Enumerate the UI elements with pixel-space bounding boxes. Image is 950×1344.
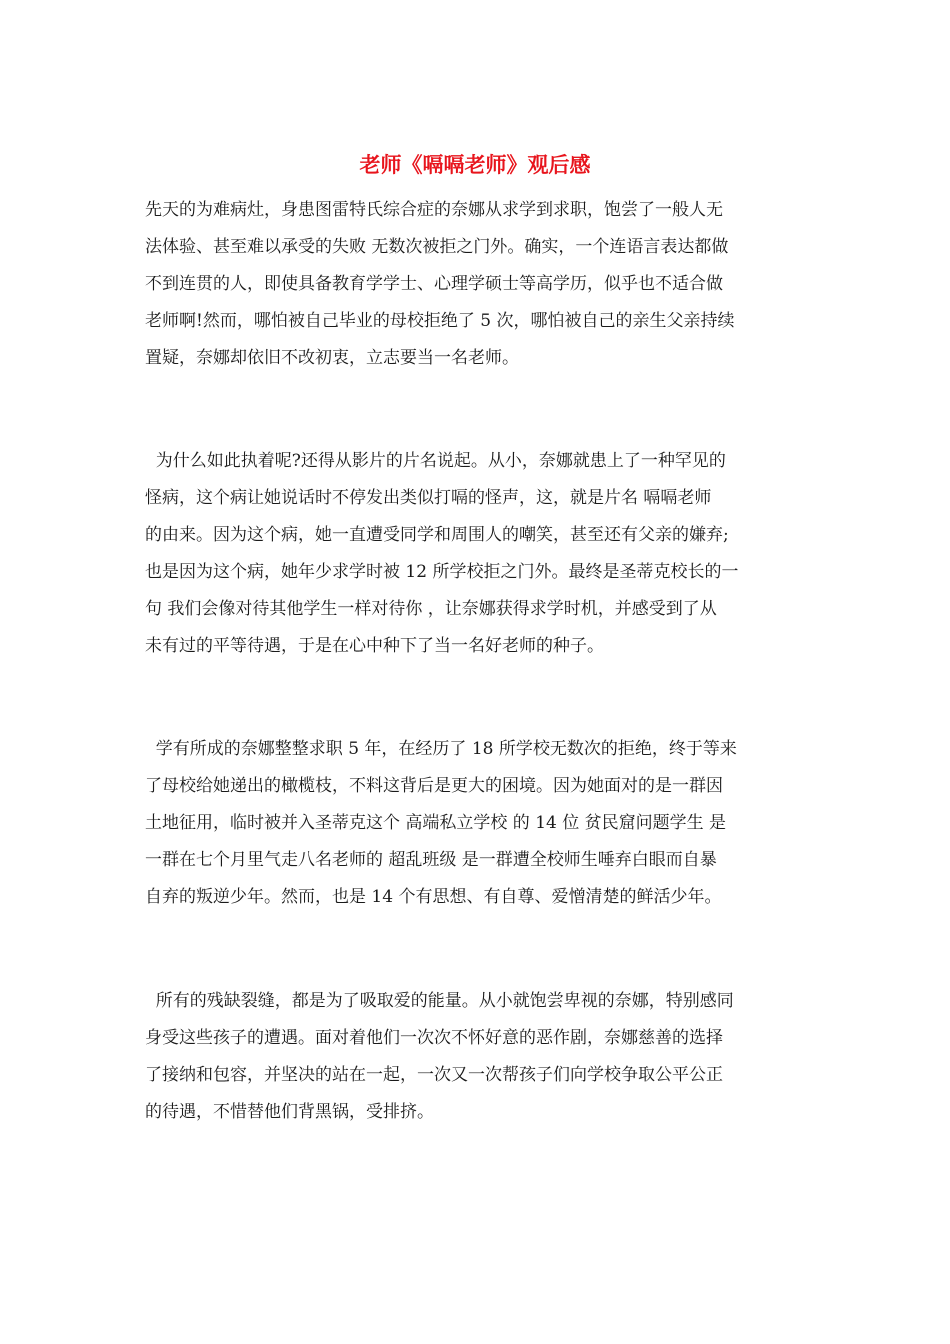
paragraph-line: 怪病，这个病让她说话时不停发出类似打嗝的怪声，这，就是片名 嗝嗝老师 bbox=[145, 488, 712, 508]
paragraph-line: 的待遇，不惜替他们背黑锅，受排挤。 bbox=[145, 1102, 434, 1122]
paragraph-line: 未有过的平等待遇，于是在心中种下了当一名好老师的种子。 bbox=[145, 636, 604, 656]
paragraph-line: 老师啊!然而，哪怕被自己毕业的母校拒绝了 5 次，哪怕被自己的亲生父亲持续 bbox=[145, 311, 735, 331]
paragraph-line: 不到连贯的人，即使具备教育学学士、心理学硕士等高学历，似乎也不适合做 bbox=[145, 274, 723, 294]
paragraph-line: 所有的残缺裂缝，都是为了吸取爱的能量。从小就饱尝卑视的奈娜，特别感同 bbox=[145, 991, 734, 1011]
paragraph-4 bbox=[145, 983, 815, 1131]
paragraph-3 bbox=[145, 731, 815, 916]
paragraph-line: 句 我们会像对待其他学生一样对待你 ，让奈娜获得求学时机，并感受到了从 bbox=[145, 599, 717, 619]
paragraph-line: 学有所成的奈娜整整求职 5 年，在经历了 18 所学校无数次的拒绝，终于等来 bbox=[145, 739, 737, 759]
paragraph-line: 一群在七个月里气走八名老师的 超乱班级 是一群遭全校师生唾弃白眼而自暴 bbox=[145, 850, 717, 870]
paragraph-2 bbox=[145, 443, 815, 665]
paragraph-line: 先天的为难病灶，身患图雷特氏综合症的奈娜从求学到求职，饱尝了一般人无 bbox=[145, 200, 723, 220]
paragraph-1 bbox=[145, 192, 815, 377]
paragraph-line: 了接纳和包容，并坚决的站在一起，一次又一次帮孩子们向学校争取公平公正 bbox=[145, 1065, 723, 1085]
paragraph-line: 身受这些孩子的遭遇。面对着他们一次次不怀好意的恶作剧，奈娜慈善的选择 bbox=[145, 1028, 723, 1048]
paragraph-line: 土地征用，临时被并入圣蒂克这个 高端私立学校 的 14 位 贫民窟问题学生 是 bbox=[145, 813, 727, 833]
paragraph-line: 置疑，奈娜却依旧不改初衷，立志要当一名老师。 bbox=[145, 348, 519, 368]
paragraph-line: 为什么如此执着呢?还得从影片的片名说起。从小，奈娜就患上了一种罕见的 bbox=[145, 451, 726, 471]
paragraph-line: 也是因为这个病，她年少求学时被 12 所学校拒之门外。最终是圣蒂克校长的一 bbox=[145, 562, 739, 582]
paragraph-line: 法体验、甚至难以承受的失败 无数次被拒之门外。确实，一个连语言表达都做 bbox=[145, 237, 729, 257]
paragraph-line: 自弃的叛逆少年。然而，也是 14 个有思想、有自尊、爱憎清楚的鲜活少年。 bbox=[145, 887, 722, 907]
document-title: 老师《嗝嗝老师》观后感 bbox=[359, 153, 591, 177]
paragraph-line: 的由来。因为这个病，她一直遭受同学和周围人的嘲笑，甚至还有父亲的嫌弃; bbox=[145, 525, 729, 545]
paragraph-line: 了母校给她递出的橄榄枝，不料这背后是更大的困境。因为她面对的是一群因 bbox=[145, 776, 723, 796]
